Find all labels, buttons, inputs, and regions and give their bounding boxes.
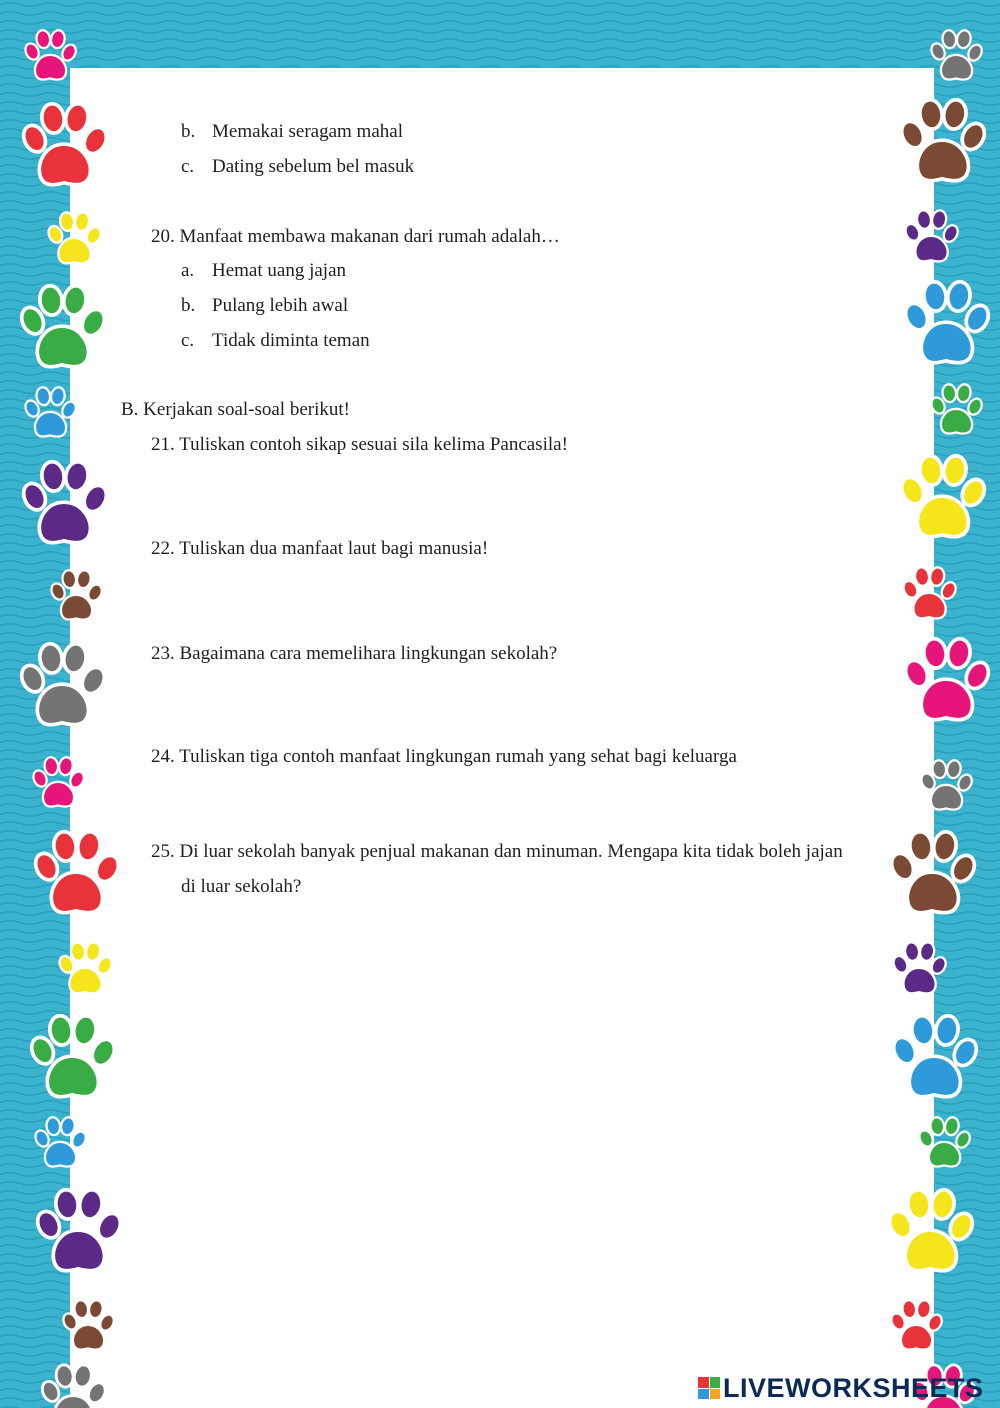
option-text: Dating sebelum bel masuk	[212, 156, 415, 177]
paw-print-icon	[900, 635, 992, 727]
worksheet-paper	[70, 68, 934, 1408]
paw-print-icon	[886, 828, 978, 920]
question-23: 23. Bagaimana cara memelihara lingkungan sekolah?	[151, 643, 558, 664]
paw-print-icon	[30, 755, 86, 811]
question-21: 21. Tuliskan contoh sikap sesuai sila kelima Pancasila!	[151, 434, 568, 455]
question-25-continued: di luar sekolah?	[181, 876, 302, 897]
option-letter: b.	[181, 121, 196, 142]
paw-print-icon	[884, 1186, 976, 1278]
paw-print-icon	[916, 1115, 972, 1171]
section-b-heading: B. Kerjakan soal-soal berikut!	[121, 399, 350, 420]
paw-print-icon	[26, 1012, 118, 1104]
paw-print-icon	[22, 385, 78, 441]
paw-print-icon	[30, 828, 122, 920]
option-text: Pulang lebih awal	[212, 295, 349, 316]
option-letter: b.	[181, 295, 196, 316]
paw-print-icon	[928, 382, 984, 438]
paw-print-icon	[32, 1115, 88, 1171]
paw-print-icon	[32, 1186, 124, 1278]
question-25: 25. Di luar sekolah banyak penjual makanan dan minuman. Mengapa kita tidak boleh jajan	[151, 841, 843, 862]
logo-text: LIVEWORKSHEETS	[723, 1372, 984, 1403]
paw-print-icon	[900, 278, 992, 370]
paw-print-icon	[48, 568, 104, 624]
option-text: Memakai seragam mahal	[212, 121, 403, 142]
paw-print-icon	[38, 1362, 108, 1408]
paw-print-icon	[16, 282, 108, 374]
paw-print-icon	[896, 452, 988, 544]
paw-print-icon	[902, 208, 960, 266]
paw-print-icon	[16, 640, 108, 732]
option-letter: a.	[181, 260, 195, 281]
paw-print-icon	[60, 1298, 116, 1354]
paw-print-icon	[896, 96, 988, 188]
option-text: Tidak diminta teman	[212, 330, 370, 351]
question-24: 24. Tuliskan tiga contoh manfaat lingkungan rumah yang sehat bagi keluarga	[151, 746, 737, 767]
paw-print-icon	[18, 458, 110, 550]
liveworksheets-logo	[698, 1372, 984, 1404]
paw-print-icon	[928, 28, 984, 84]
paw-print-icon	[56, 940, 114, 998]
paw-print-icon	[900, 565, 958, 623]
paw-print-icon	[888, 1298, 944, 1354]
question-22: 22. Tuliskan dua manfaat laut bagi manusia!	[151, 538, 489, 559]
paw-print-icon	[45, 210, 103, 268]
paw-print-icon	[918, 758, 974, 814]
liveworksheets-logo-icon	[698, 1377, 720, 1399]
question-20: 20. Manfaat membawa makanan dari rumah adalah…	[151, 226, 560, 247]
paw-print-icon	[890, 940, 948, 998]
option-text: Hemat uang jajan	[212, 260, 347, 281]
option-letter: c.	[181, 330, 195, 351]
paw-print-icon	[18, 100, 110, 192]
option-letter: c.	[181, 156, 195, 177]
paw-print-icon	[22, 28, 78, 84]
paw-print-icon	[888, 1012, 980, 1104]
